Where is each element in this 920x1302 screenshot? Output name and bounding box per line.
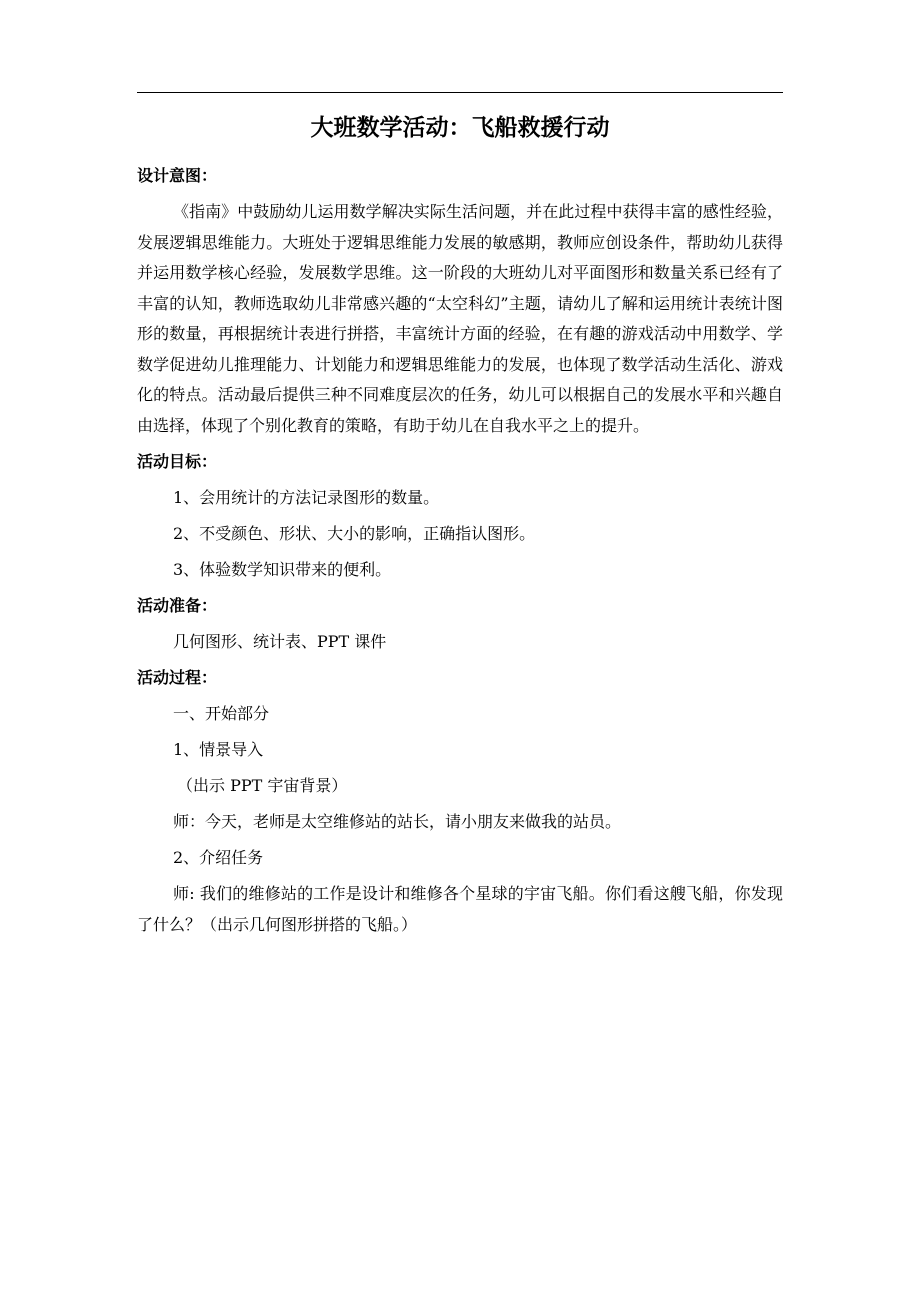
header-rule — [137, 92, 783, 93]
process-step-1-line: 师：今天，老师是太空维修站的站长，请小朋友来做我的站员。 — [173, 812, 622, 831]
process-step-1: 1、情景导入 — [173, 740, 264, 759]
process-step-1-note: （出示 PPT 宇宙背景） — [177, 776, 348, 795]
preparation-text: 几何图形、统计表、PPT 课件 — [173, 632, 387, 651]
preparation-heading: 活动准备： — [137, 596, 218, 615]
goal-item-3: 3、体验数学知识带来的便利。 — [173, 560, 392, 579]
design-intent-heading: 设计意图： — [137, 166, 218, 185]
goals-heading: 活动目标： — [137, 452, 218, 471]
document-body — [137, 112, 783, 946]
document-title: 大班数学活动：飞船救援行动 — [310, 115, 610, 141]
design-intent-paragraph: 《指南》中鼓励幼儿运用数学解决实际生活问题，并在此过程中获得丰富的感性经验，发展逻辑思维能力。大班处于逻辑思维能力发展的敏感期，教师应创设条件，帮助幼儿获得并运用数学核心经验，发展数学思维。这一阶段的大班幼儿对平面图形和数量关系已经有了丰富的认知，教师选取幼儿非常感兴趣的“太空科幻”主题，请幼儿了解和运用统计表统计图形的数量，再根据统计表进行拼搭，丰富统计方面的经验，在有趣的游戏活动中用数学、学数学促进幼儿推理能力、计划能力和逻辑思维能力的发展，也体现了数学活动生活化、游戏化的特点。活动最后提供三种不同难度层次的任务，幼儿可以根据自己的发展水平和兴趣自由选择，体现了个别化教育的策略，有助于幼儿在自我水平之上的提升。 — [137, 202, 783, 435]
goal-item-1: 1、会用统计的方法记录图形的数量。 — [173, 488, 440, 507]
process-heading: 活动过程： — [137, 668, 218, 687]
process-step-2: 2、介绍任务 — [173, 848, 264, 867]
goal-item-2: 2、不受颜色、形状、大小的影响，正确指认图形。 — [173, 524, 536, 543]
process-step-2-paragraph: 师: 我们的维修站的工作是设计和维修各个星球的宇宙飞船。你们看这艘飞船，你发现了什么？（出示几何图形拼搭的飞船。） — [137, 884, 783, 934]
process-part-1: 一、开始部分 — [173, 704, 270, 723]
